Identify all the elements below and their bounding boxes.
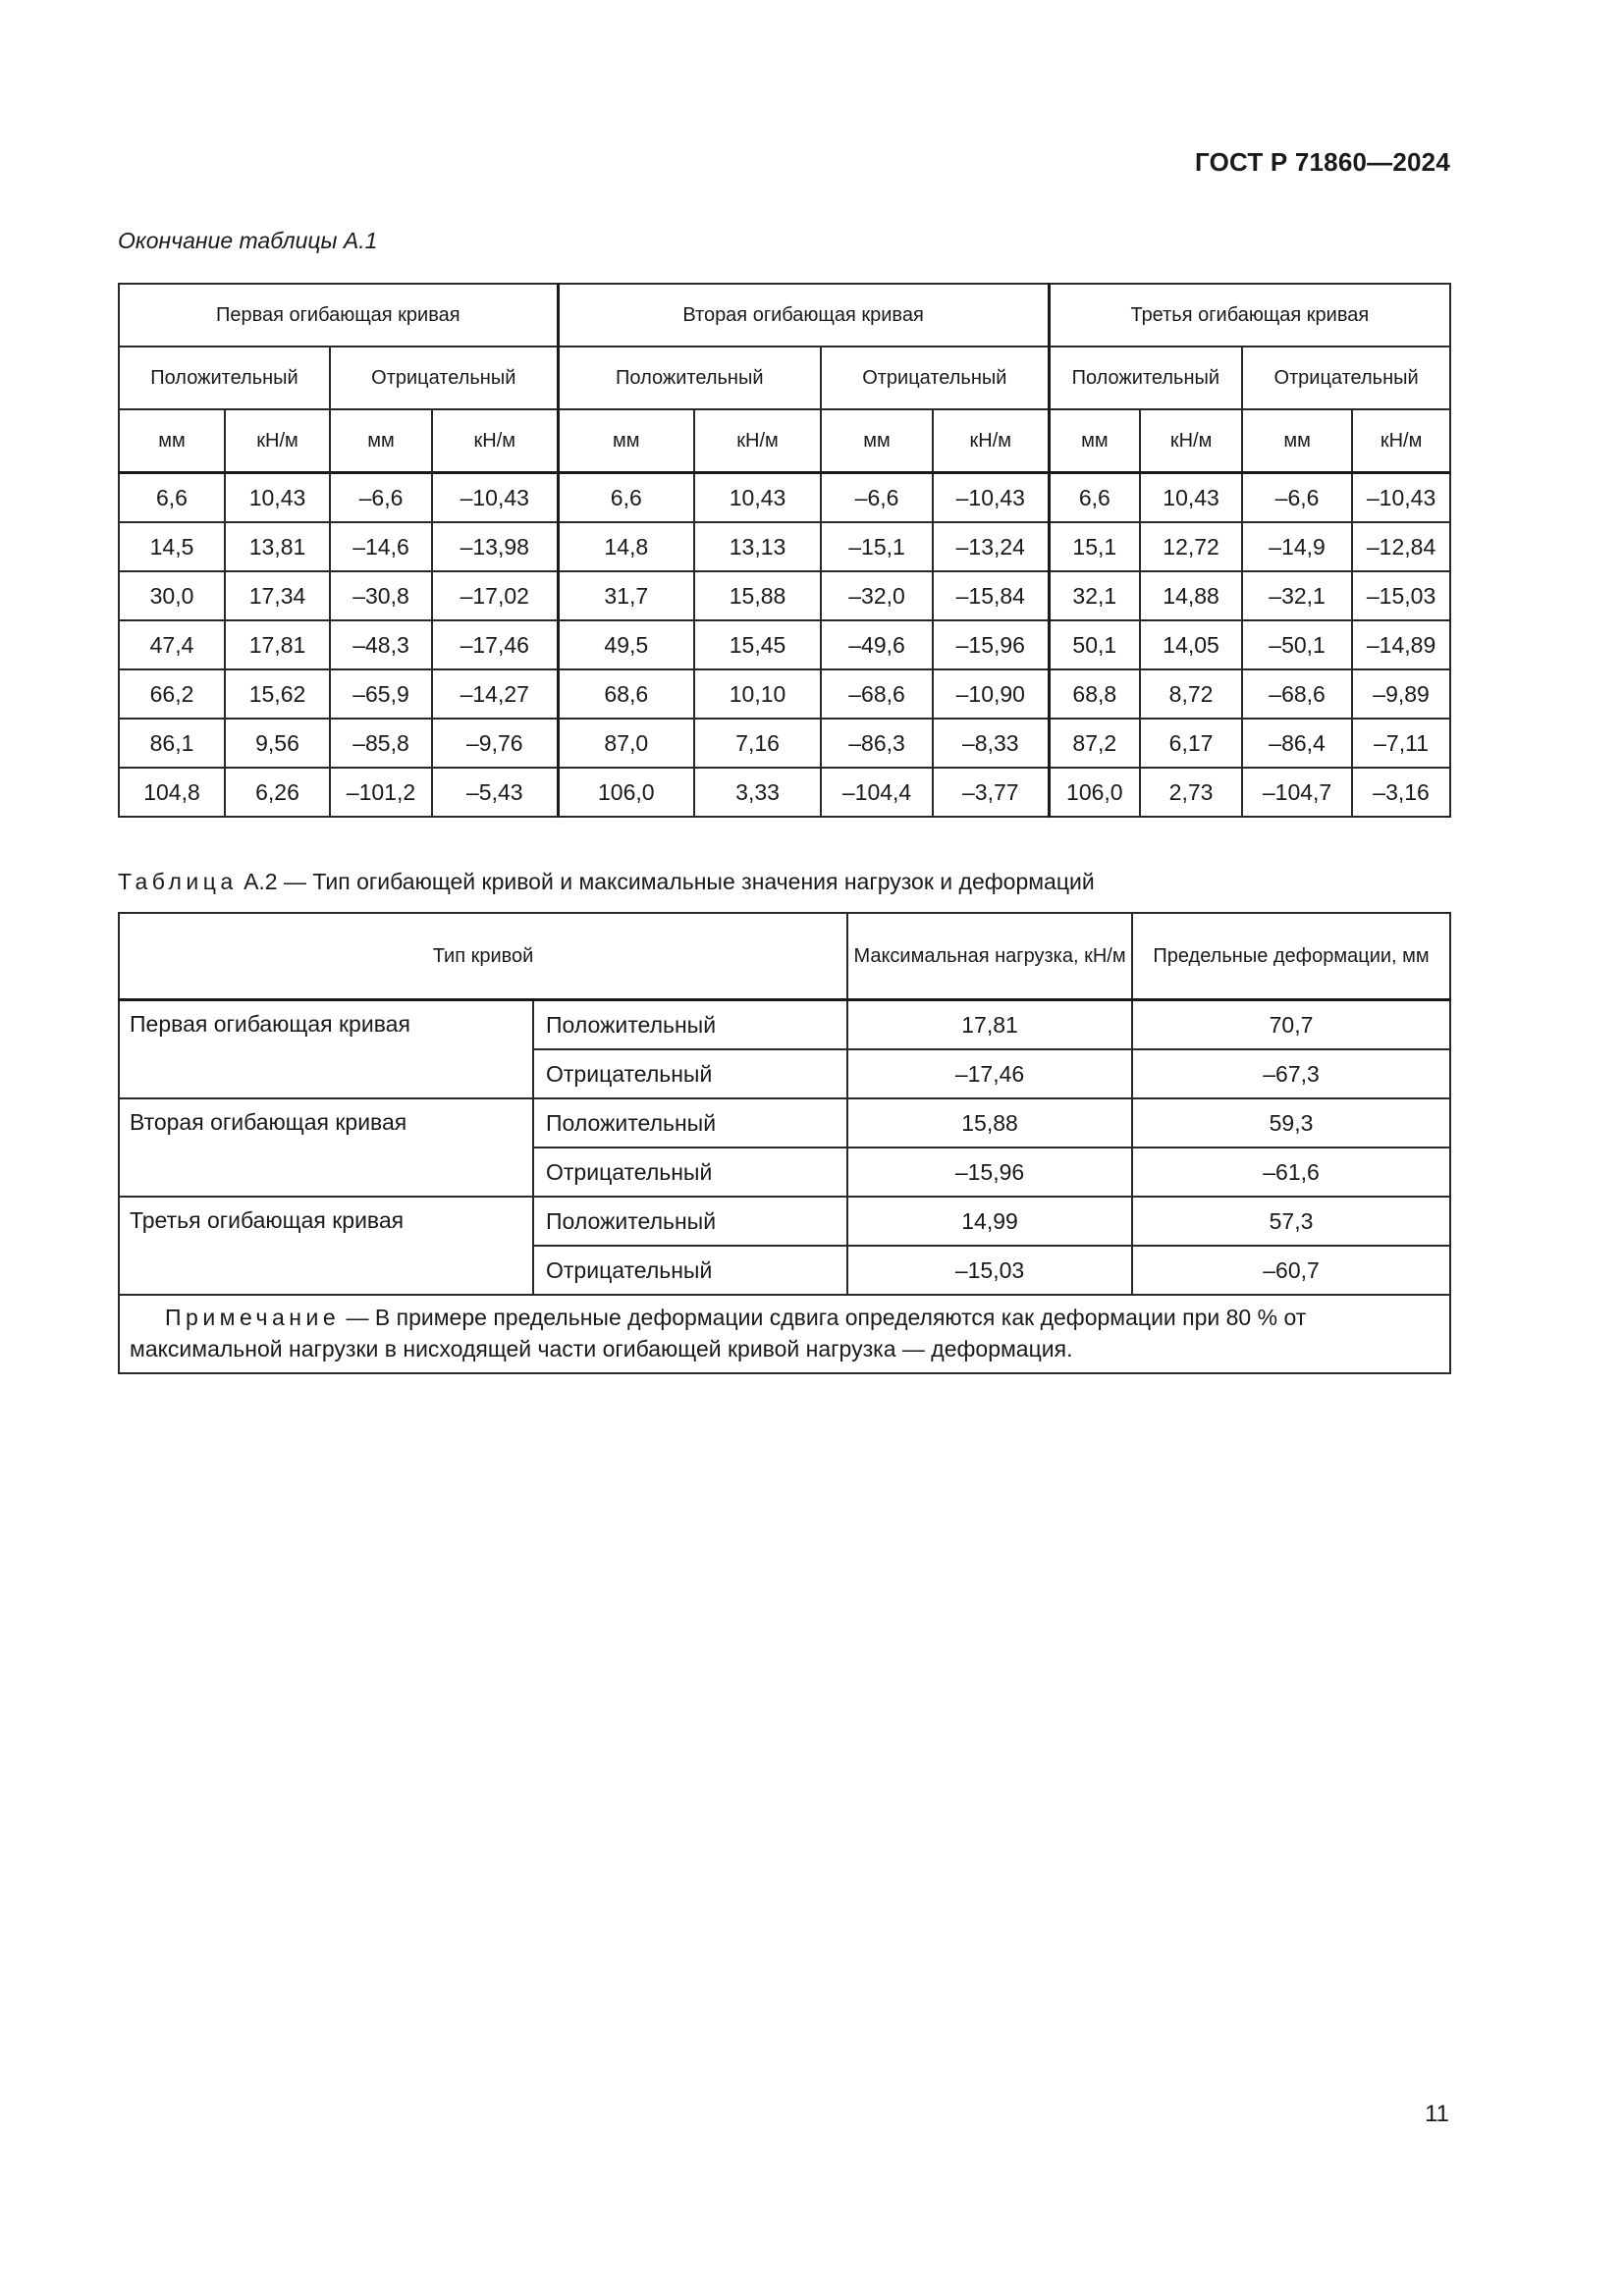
- table-a2-header-row: [119, 913, 1450, 1000]
- table-a1-direction-header: Положительный: [558, 347, 821, 409]
- table-a1-unit-header: мм: [1242, 409, 1352, 473]
- table-cell: 104,8: [119, 768, 225, 817]
- table-cell: –15,96: [933, 620, 1049, 669]
- note-text: — В примере предельные деформации сдвига определяются как деформации при 80 % от максимальной нагрузки в нисходящей части огибающей кривой нагрузка — деформация.: [130, 1305, 1307, 1362]
- document-code: ГОСТ Р 71860—2024: [1195, 147, 1450, 177]
- table-cell: –48,3: [330, 620, 432, 669]
- table-cell: 6,26: [225, 768, 330, 817]
- table-cell: –6,6: [821, 473, 933, 523]
- table-cell: 31,7: [558, 571, 694, 620]
- table-row: [119, 571, 1450, 620]
- table-cell: 17,81: [225, 620, 330, 669]
- table-cell: 32,1: [1049, 571, 1140, 620]
- table-cell: –10,43: [933, 473, 1049, 523]
- table-cell: 15,1: [1049, 522, 1140, 571]
- direction-cell: Отрицательный: [533, 1246, 847, 1295]
- table-a1-unit-header: кН/м: [1140, 409, 1242, 473]
- limit-deform-cell: 70,7: [1132, 1000, 1450, 1050]
- table-a1-unit-header: мм: [1049, 409, 1140, 473]
- table-cell: –68,6: [1242, 669, 1352, 719]
- direction-cell: Отрицательный: [533, 1049, 847, 1098]
- table-cell: –6,6: [1242, 473, 1352, 523]
- table-cell: –14,6: [330, 522, 432, 571]
- max-load-cell: 14,99: [847, 1197, 1132, 1246]
- table-a1-caption: Окончание таблицы А.1: [118, 228, 378, 253]
- table-cell: 12,72: [1140, 522, 1242, 571]
- table-cell: 10,43: [1140, 473, 1242, 523]
- table-cell: 86,1: [119, 719, 225, 768]
- table-cell: –30,8: [330, 571, 432, 620]
- table-a1-group-header-row: [119, 284, 1450, 347]
- table-row: [119, 1197, 1450, 1246]
- table-cell: 6,6: [1049, 473, 1140, 523]
- table-cell: 2,73: [1140, 768, 1242, 817]
- limit-deform-cell: 59,3: [1132, 1098, 1450, 1148]
- table-cell: 66,2: [119, 669, 225, 719]
- note-label: Примечание: [165, 1305, 341, 1330]
- limit-deform-cell: –67,3: [1132, 1049, 1450, 1098]
- table-a1-direction-header-row: [119, 347, 1450, 409]
- table-cell: –9,76: [432, 719, 558, 768]
- table-a2-header-curve-type: Тип кривой: [119, 913, 847, 1000]
- table-a1-unit-header: кН/м: [933, 409, 1049, 473]
- table-cell: 3,33: [694, 768, 821, 817]
- table-row: [119, 522, 1450, 571]
- curve-name-cell: Вторая огибающая кривая: [119, 1098, 533, 1197]
- table-cell: 47,4: [119, 620, 225, 669]
- table-cell: –85,8: [330, 719, 432, 768]
- table-cell: –101,2: [330, 768, 432, 817]
- max-load-cell: –15,96: [847, 1148, 1132, 1197]
- table-a1-unit-header: мм: [119, 409, 225, 473]
- table-cell: –14,89: [1352, 620, 1450, 669]
- table-cell: 9,56: [225, 719, 330, 768]
- max-load-cell: 15,88: [847, 1098, 1132, 1148]
- table-cell: 10,43: [225, 473, 330, 523]
- table-a2: [118, 912, 1451, 1374]
- table-cell: –86,3: [821, 719, 933, 768]
- table-row: [119, 620, 1450, 669]
- table-cell: –10,90: [933, 669, 1049, 719]
- table-cell: –10,43: [1352, 473, 1450, 523]
- table-cell: 13,13: [694, 522, 821, 571]
- table-cell: 17,34: [225, 571, 330, 620]
- table-cell: 15,88: [694, 571, 821, 620]
- table-a1-unit-header: кН/м: [432, 409, 558, 473]
- table-cell: 10,43: [694, 473, 821, 523]
- table-cell: –65,9: [330, 669, 432, 719]
- table-a2-caption: [118, 869, 1095, 895]
- table-a2-header-limit-deform: Предельные деформации, мм: [1132, 913, 1450, 1000]
- table-row: [119, 1000, 1450, 1050]
- table-cell: 106,0: [558, 768, 694, 817]
- table-cell: –15,84: [933, 571, 1049, 620]
- table-cell: –3,77: [933, 768, 1049, 817]
- table-a1-direction-header: Отрицательный: [1242, 347, 1450, 409]
- table-cell: 106,0: [1049, 768, 1140, 817]
- table-a1: [118, 283, 1451, 818]
- table-cell: 8,72: [1140, 669, 1242, 719]
- table-cell: 30,0: [119, 571, 225, 620]
- table-a1-unit-header: мм: [821, 409, 933, 473]
- table-cell: –32,1: [1242, 571, 1352, 620]
- table-cell: –7,11: [1352, 719, 1450, 768]
- table-cell: –86,4: [1242, 719, 1352, 768]
- table-note-row: [119, 1295, 1450, 1373]
- table-row: [119, 719, 1450, 768]
- table-a1-direction-header: Положительный: [119, 347, 330, 409]
- table-a1-direction-header: Отрицательный: [821, 347, 1049, 409]
- table-cell: –14,9: [1242, 522, 1352, 571]
- table-cell: –68,6: [821, 669, 933, 719]
- table-cell: –9,89: [1352, 669, 1450, 719]
- curve-name-cell: Третья огибающая кривая: [119, 1197, 533, 1295]
- table-a1-unit-header: кН/м: [225, 409, 330, 473]
- table-cell: –17,46: [432, 620, 558, 669]
- table-cell: 68,6: [558, 669, 694, 719]
- table-cell: 14,88: [1140, 571, 1242, 620]
- table-a1-group-header: Первая огибающая кривая: [119, 284, 558, 347]
- table-cell: –15,03: [1352, 571, 1450, 620]
- table-a1-unit-header: мм: [558, 409, 694, 473]
- table-cell: 13,81: [225, 522, 330, 571]
- table-cell: 10,10: [694, 669, 821, 719]
- table-a1-direction-header: Положительный: [1049, 347, 1242, 409]
- limit-deform-cell: –61,6: [1132, 1148, 1450, 1197]
- table-cell: –17,02: [432, 571, 558, 620]
- direction-cell: Отрицательный: [533, 1148, 847, 1197]
- max-load-cell: –15,03: [847, 1246, 1132, 1295]
- limit-deform-cell: –60,7: [1132, 1246, 1450, 1295]
- table-cell: 15,45: [694, 620, 821, 669]
- table-row: [119, 1098, 1450, 1148]
- table-cell: –6,6: [330, 473, 432, 523]
- table-cell: –104,7: [1242, 768, 1352, 817]
- table-cell: 14,05: [1140, 620, 1242, 669]
- table-cell: –14,27: [432, 669, 558, 719]
- table-a2-header-max-load: Максимальная нагрузка, кН/м: [847, 913, 1132, 1000]
- direction-cell: Положительный: [533, 1098, 847, 1148]
- table-a1-body: [119, 473, 1450, 818]
- direction-cell: Положительный: [533, 1000, 847, 1050]
- table-cell: –3,16: [1352, 768, 1450, 817]
- table-cell: 15,62: [225, 669, 330, 719]
- max-load-cell: 17,81: [847, 1000, 1132, 1050]
- table-cell: 87,2: [1049, 719, 1140, 768]
- page-number: 11: [1425, 2101, 1449, 2127]
- table-note: [119, 1295, 1450, 1373]
- table-cell: 68,8: [1049, 669, 1140, 719]
- table-cell: 14,8: [558, 522, 694, 571]
- table-cell: –10,43: [432, 473, 558, 523]
- table-cell: –49,6: [821, 620, 933, 669]
- table-cell: 87,0: [558, 719, 694, 768]
- table-row: [119, 669, 1450, 719]
- table-cell: –5,43: [432, 768, 558, 817]
- table-cell: 6,17: [1140, 719, 1242, 768]
- table-cell: –13,98: [432, 522, 558, 571]
- limit-deform-cell: 57,3: [1132, 1197, 1450, 1246]
- table-cell: –15,1: [821, 522, 933, 571]
- table-cell: 6,6: [558, 473, 694, 523]
- table-a1-unit-header: кН/м: [1352, 409, 1450, 473]
- table-a1-unit-header: мм: [330, 409, 432, 473]
- table-a2-caption-text: А.2 — Тип огибающей кривой и максимальные значения нагрузок и деформаций: [237, 869, 1095, 894]
- table-a1-group-header: Вторая огибающая кривая: [558, 284, 1049, 347]
- table-a1-unit-header-row: [119, 409, 1450, 473]
- table-cell: –8,33: [933, 719, 1049, 768]
- table-cell: 50,1: [1049, 620, 1140, 669]
- table-cell: –12,84: [1352, 522, 1450, 571]
- max-load-cell: –17,46: [847, 1049, 1132, 1098]
- table-cell: –32,0: [821, 571, 933, 620]
- table-a1-unit-header: кН/м: [694, 409, 821, 473]
- table-a2-caption-label: Таблица: [118, 869, 238, 894]
- table-row: [119, 768, 1450, 817]
- table-cell: 49,5: [558, 620, 694, 669]
- table-cell: 6,6: [119, 473, 225, 523]
- table-cell: –104,4: [821, 768, 933, 817]
- table-a1-group-header: Третья огибающая кривая: [1049, 284, 1450, 347]
- direction-cell: Положительный: [533, 1197, 847, 1246]
- table-cell: 7,16: [694, 719, 821, 768]
- table-a1-direction-header: Отрицательный: [330, 347, 558, 409]
- table-cell: 14,5: [119, 522, 225, 571]
- curve-name-cell: Первая огибающая кривая: [119, 1000, 533, 1099]
- table-row: [119, 473, 1450, 523]
- table-cell: –50,1: [1242, 620, 1352, 669]
- table-cell: –13,24: [933, 522, 1049, 571]
